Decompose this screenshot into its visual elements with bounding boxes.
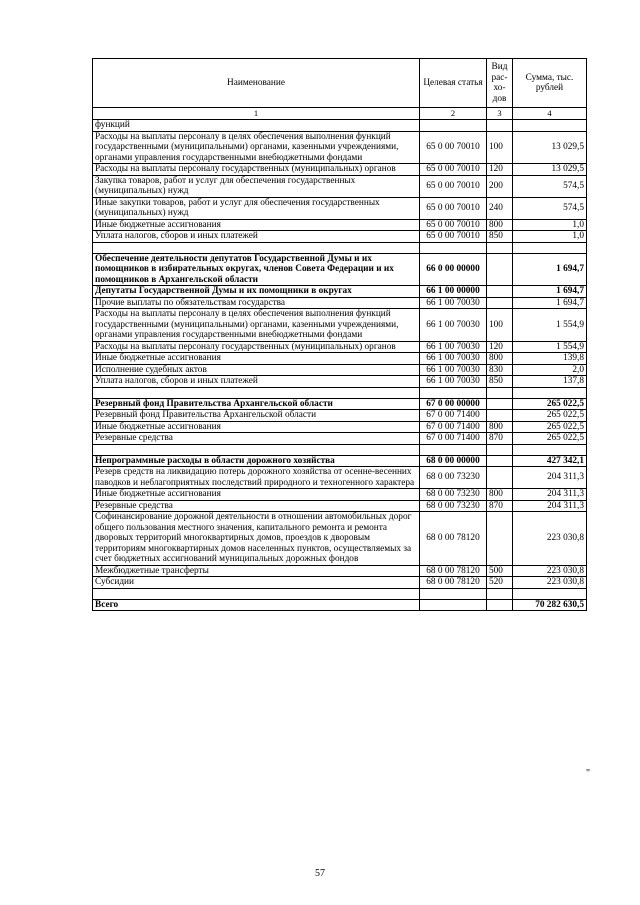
spacer-cell xyxy=(93,242,420,253)
name-cell: Резервный фонд Правительства Архангельской области xyxy=(93,398,420,410)
code-cell: 66 1 00 70030 xyxy=(420,297,487,309)
table-row xyxy=(93,309,587,342)
name-cell: Иные закупки товаров, работ и услуг для обеспечения государственных (муниципальных) нужд xyxy=(93,197,420,219)
code-cell: 65 0 00 70010 xyxy=(420,131,487,164)
spacer-cell xyxy=(93,588,420,599)
spacer-cell xyxy=(420,242,487,253)
sum-cell xyxy=(513,120,587,132)
table-row xyxy=(93,341,587,353)
spacer-cell xyxy=(513,387,587,398)
name-cell: Межбюджетные трансферты xyxy=(93,565,420,577)
sum-cell: 1 694,7 xyxy=(513,253,587,286)
table-row xyxy=(93,500,587,512)
spacer-cell xyxy=(487,387,513,398)
header-vid: Вид рас-хо-дов xyxy=(487,59,513,108)
vid-cell: 850 xyxy=(487,376,513,388)
code-cell: 66 1 00 70030 xyxy=(420,341,487,353)
code-cell: 66 1 00 70030 xyxy=(420,376,487,388)
name-cell: Прочие выплаты по обязательствам государства xyxy=(93,297,420,309)
spacer-cell xyxy=(513,242,587,253)
name-cell: Исполнение судебных актов xyxy=(93,364,420,376)
table-row xyxy=(93,455,587,467)
vid-cell: 870 xyxy=(487,433,513,445)
closing-quote-mark: " xyxy=(586,768,591,779)
spacer-cell xyxy=(487,588,513,599)
spacer-row xyxy=(93,242,587,253)
sum-cell: 204 311,3 xyxy=(513,467,587,489)
code-cell: 66 0 00 00000 xyxy=(420,253,487,286)
name-cell: Расходы на выплаты персоналу государственных (муниципальных) органов xyxy=(93,341,420,353)
vid-cell: 870 xyxy=(487,500,513,512)
name-cell: Расходы на выплаты персоналу в целях обеспечения выполнения функций государственными (муниципальными) органами, казенными учреждениями, органами управления государственными внебюджетными фондами xyxy=(93,131,420,164)
vid-cell: 200 xyxy=(487,175,513,197)
name-cell: Уплата налогов, сборов и иных платежей xyxy=(93,231,420,243)
vid-cell: 120 xyxy=(487,164,513,176)
code-cell: 67 0 00 71400 xyxy=(420,433,487,445)
table-row xyxy=(93,512,587,566)
sum-cell: 2,0 xyxy=(513,364,587,376)
table-row xyxy=(93,286,587,298)
vid-cell: 100 xyxy=(487,131,513,164)
vid-cell xyxy=(487,253,513,286)
spacer-row xyxy=(93,588,587,599)
code-cell: 66 1 00 00000 xyxy=(420,286,487,298)
name-cell: Иные бюджетные ассигнования xyxy=(93,219,420,231)
vid-cell: 800 xyxy=(487,489,513,501)
sum-cell: 1,0 xyxy=(513,219,587,231)
name-cell: Всего xyxy=(93,599,420,611)
col-number: 3 xyxy=(487,108,513,120)
table-row xyxy=(93,219,587,231)
table-row xyxy=(93,376,587,388)
code-cell: 68 0 00 73230 xyxy=(420,489,487,501)
sum-cell: 265 022,5 xyxy=(513,398,587,410)
vid-cell: 800 xyxy=(487,353,513,365)
code-cell: 65 0 00 70010 xyxy=(420,197,487,219)
spacer-cell xyxy=(487,444,513,455)
sum-cell: 1 694,7 xyxy=(513,286,587,298)
code-cell: 68 0 00 73230 xyxy=(420,500,487,512)
name-cell: Софинансирование дорожной деятельности в отношении автомобильных дорог общего пользования местного значения, капитального ремонта и ремонта дворовых территорий многоквартирных домов, проездов к дворовым территориям многоквартирных домов населенных пунктов, осуществляемых за счет бюджетных ассигнований муниципальных дорожных фондов xyxy=(93,512,420,566)
spacer-cell xyxy=(420,387,487,398)
sum-cell: 265 022,5 xyxy=(513,421,587,433)
sum-cell: 574,5 xyxy=(513,197,587,219)
vid-cell: 120 xyxy=(487,341,513,353)
sum-cell: 204 311,3 xyxy=(513,500,587,512)
sum-cell: 427 342,1 xyxy=(513,455,587,467)
table-row xyxy=(93,131,587,164)
spacer-cell xyxy=(93,444,420,455)
code-cell: 67 0 00 71400 xyxy=(420,421,487,433)
header-sum: Сумма, тыс. рублей xyxy=(513,59,587,108)
name-cell: Расходы на выплаты персоналу государственных (муниципальных) органов xyxy=(93,164,420,176)
spacer-cell xyxy=(93,387,420,398)
sum-cell: 1 554,9 xyxy=(513,309,587,342)
table-row xyxy=(93,599,587,611)
vid-cell: 500 xyxy=(487,565,513,577)
header-name: Наименование xyxy=(93,59,420,108)
page-number: 57 xyxy=(315,868,325,879)
header-code: Целевая статья xyxy=(420,59,487,108)
sum-cell: 223 030,8 xyxy=(513,577,587,589)
table-row xyxy=(93,433,587,445)
sum-cell: 1 694,7 xyxy=(513,297,587,309)
vid-cell: 100 xyxy=(487,309,513,342)
name-cell: Уплата налогов, сборов и иных платежей xyxy=(93,376,420,388)
col-number: 2 xyxy=(420,108,487,120)
col-number: 4 xyxy=(513,108,587,120)
name-cell: Непрограммные расходы в области дорожного хозяйства xyxy=(93,455,420,467)
table-row xyxy=(93,175,587,197)
vid-cell xyxy=(487,599,513,611)
table-row xyxy=(93,120,587,132)
spacer-cell xyxy=(487,242,513,253)
table-row xyxy=(93,577,587,589)
sum-cell: 139,8 xyxy=(513,353,587,365)
name-cell: Субсидии xyxy=(93,577,420,589)
sum-cell: 1,0 xyxy=(513,231,587,243)
sum-cell: 1 554,9 xyxy=(513,341,587,353)
code-cell: 65 0 00 70010 xyxy=(420,175,487,197)
vid-cell: 800 xyxy=(487,421,513,433)
name-cell: Резервные средства xyxy=(93,500,420,512)
name-cell: Обеспечение деятельности депутатов Государственной Думы и их помощников в избирательных округах, членов Совета Федерации и их помощников в Архангельской области xyxy=(93,253,420,286)
code-cell: 66 1 00 70030 xyxy=(420,364,487,376)
vid-cell xyxy=(487,286,513,298)
table-row xyxy=(93,421,587,433)
code-cell: 68 0 00 78120 xyxy=(420,512,487,566)
sum-cell: 223 030,8 xyxy=(513,512,587,566)
name-cell: Расходы на выплаты персоналу в целях обеспечения выполнения функций государственными (муниципальными) органами, казенными учреждениями, органами управления государственными внебюджетными фондами xyxy=(93,309,420,342)
vid-cell: 240 xyxy=(487,197,513,219)
name-cell: Резерв средств на ликвидацию потерь дорожного хозяйства от осенне-весенних паводков и неблагоприятных последствий природного и техногенного характера xyxy=(93,467,420,489)
vid-cell xyxy=(487,120,513,132)
table-row xyxy=(93,353,587,365)
code-cell: 65 0 00 70010 xyxy=(420,219,487,231)
sum-cell: 265 022,5 xyxy=(513,433,587,445)
sum-cell: 13 029,5 xyxy=(513,131,587,164)
table-row xyxy=(93,410,587,422)
code-cell: 67 0 00 71400 xyxy=(420,410,487,422)
table-row xyxy=(93,467,587,489)
vid-cell xyxy=(487,297,513,309)
spacer-cell xyxy=(420,444,487,455)
col-number: 1 xyxy=(93,108,420,120)
vid-cell: 800 xyxy=(487,219,513,231)
vid-cell xyxy=(487,467,513,489)
code-cell: 66 1 00 70030 xyxy=(420,353,487,365)
spacer-cell xyxy=(513,588,587,599)
table-row xyxy=(93,398,587,410)
code-cell: 68 0 00 73230 xyxy=(420,467,487,489)
name-cell: Иные бюджетные ассигнования xyxy=(93,489,420,501)
vid-cell xyxy=(487,512,513,566)
name-cell: Депутаты Государственной Думы и их помощники в округах xyxy=(93,286,420,298)
table-row xyxy=(93,231,587,243)
vid-cell: 830 xyxy=(487,364,513,376)
code-cell: 65 0 00 70010 xyxy=(420,231,487,243)
code-cell: 66 1 00 70030 xyxy=(420,309,487,342)
table-header-row xyxy=(93,59,587,108)
spacer-cell xyxy=(513,444,587,455)
table-row xyxy=(93,364,587,376)
vid-cell xyxy=(487,455,513,467)
code-cell: 67 0 00 00000 xyxy=(420,398,487,410)
sum-cell: 574,5 xyxy=(513,175,587,197)
spacer-cell xyxy=(420,588,487,599)
table-row xyxy=(93,565,587,577)
sum-cell: 265 022,5 xyxy=(513,410,587,422)
spacer-row xyxy=(93,387,587,398)
code-cell: 68 0 00 78120 xyxy=(420,577,487,589)
name-cell: функций xyxy=(93,120,420,132)
sum-cell: 13 029,5 xyxy=(513,164,587,176)
table-row xyxy=(93,297,587,309)
sum-cell: 137,8 xyxy=(513,376,587,388)
name-cell: Резервные средства xyxy=(93,433,420,445)
code-cell xyxy=(420,599,487,611)
code-cell: 65 0 00 70010 xyxy=(420,164,487,176)
budget-table xyxy=(92,58,587,611)
code-cell: 68 0 00 78120 xyxy=(420,565,487,577)
name-cell: Резервный фонд Правительства Архангельской области xyxy=(93,410,420,422)
sum-cell: 223 030,8 xyxy=(513,565,587,577)
column-number-row xyxy=(93,108,587,120)
vid-cell: 850 xyxy=(487,231,513,243)
vid-cell xyxy=(487,410,513,422)
sum-cell: 204 311,3 xyxy=(513,489,587,501)
vid-cell: 520 xyxy=(487,577,513,589)
table-body xyxy=(93,120,587,611)
sum-cell: 70 282 630,5 xyxy=(513,599,587,611)
table-row xyxy=(93,197,587,219)
name-cell: Иные бюджетные ассигнования xyxy=(93,353,420,365)
code-cell: 68 0 00 00000 xyxy=(420,455,487,467)
code-cell xyxy=(420,120,487,132)
table-row xyxy=(93,489,587,501)
spacer-row xyxy=(93,444,587,455)
vid-cell xyxy=(487,398,513,410)
table-row xyxy=(93,164,587,176)
name-cell: Закупка товаров, работ и услуг для обеспечения государственных (муниципальных) нужд xyxy=(93,175,420,197)
table-row xyxy=(93,253,587,286)
name-cell: Иные бюджетные ассигнования xyxy=(93,421,420,433)
